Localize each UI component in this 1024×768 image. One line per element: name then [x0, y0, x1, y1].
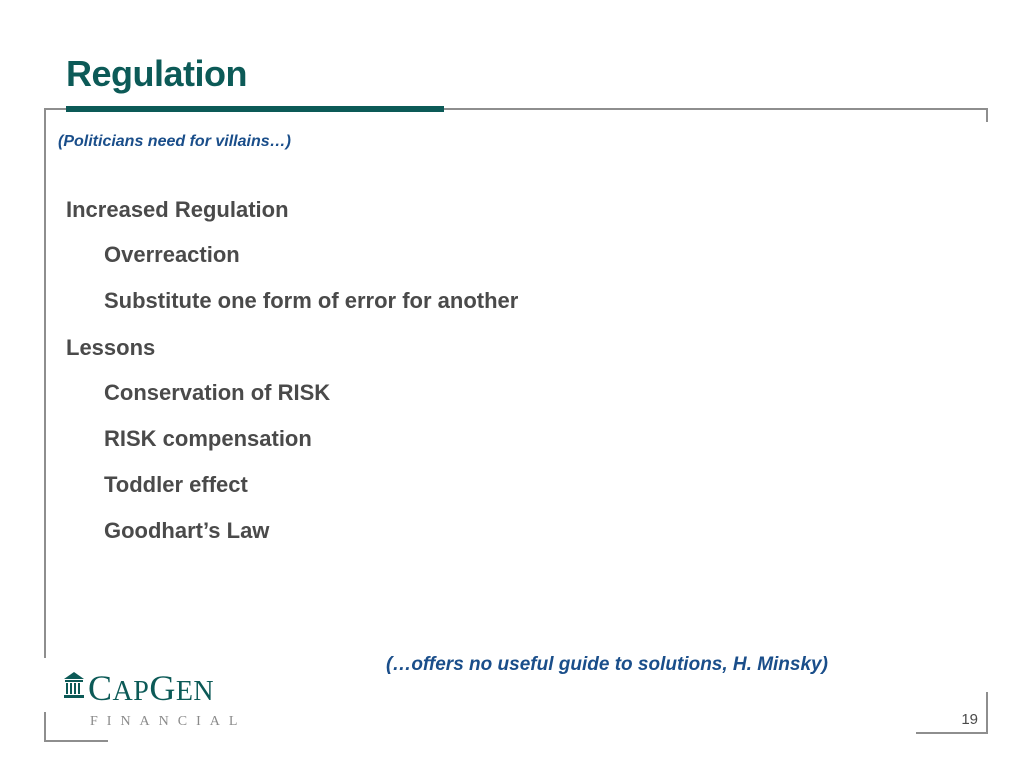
title-underline [66, 106, 444, 112]
bullet-item-toddler-effect: Toddler effect [104, 472, 248, 497]
page-number: 19 [961, 711, 978, 728]
footer-bracket-right-vertical [986, 692, 988, 734]
logo-letter-g: G [149, 668, 176, 708]
capgen-logo [62, 666, 252, 738]
footer-bracket-right-horizontal [916, 732, 988, 734]
bullet-item-risk-compensation: RISK compensation [104, 426, 312, 451]
slide-subtitle: (Politicians need for villains…) [58, 133, 291, 150]
logo-letters-en: EN [175, 676, 215, 707]
logo-tagline: FINANCIAL [90, 714, 247, 729]
building-columns-icon [62, 670, 86, 700]
footer-bracket-left-horizontal [44, 740, 108, 742]
slide-title: Regulation [66, 53, 247, 94]
bullet-item-lessons: Lessons [66, 335, 156, 360]
minsky-quote: (…offers no useful guide to solutions, H. Minsky) [386, 654, 828, 675]
logo-wordmark [88, 668, 214, 712]
bullet-item-substitute-error: Substitute one form of error for another [104, 288, 519, 313]
bullet-item-overreaction: Overreaction [104, 242, 240, 267]
bullet-item-goodharts-law: Goodhart’s Law [104, 518, 270, 543]
footer-bracket-left-vertical [44, 712, 46, 742]
left-frame-line [44, 108, 46, 658]
logo-letters-ap: AP [112, 676, 150, 707]
bullet-item-increased-regulation: Increased Regulation [66, 197, 289, 222]
logo-letter-c: C [88, 668, 113, 708]
bullet-item-conservation-of-risk: Conservation of RISK [104, 380, 331, 405]
right-frame-tick [986, 108, 988, 122]
